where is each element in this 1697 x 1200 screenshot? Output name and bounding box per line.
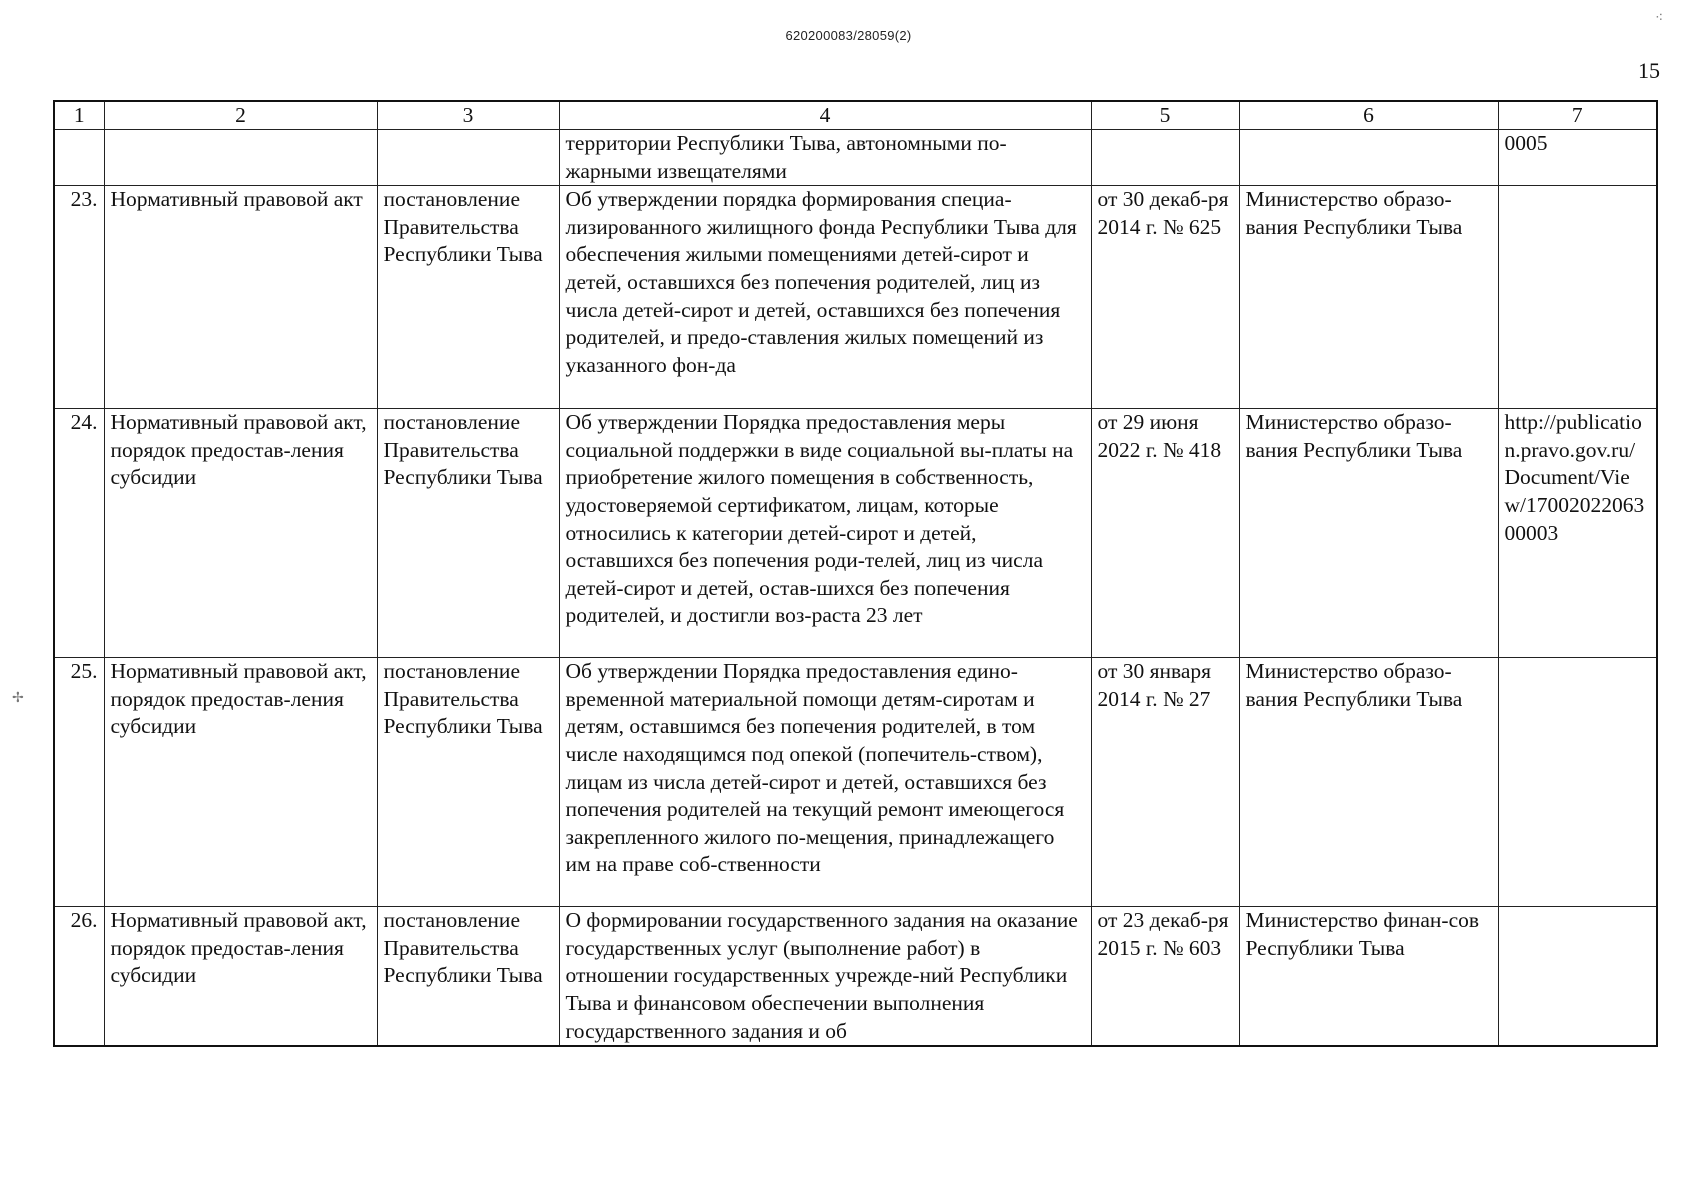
link-cell	[1498, 658, 1657, 907]
act-type-cell: Нормативный правовой акт, порядок предостав-ления субсидии	[104, 658, 377, 907]
page-number: 15	[1638, 58, 1660, 83]
link-cell[interactable]: http://publication.pravo.gov.ru/Document/View/1700202206300003	[1498, 409, 1657, 658]
table-row	[54, 409, 1657, 658]
act-date-cell	[1091, 130, 1239, 186]
act-title-cell: Об утверждении порядка формирования специа-лизированного жилищного фонда Республики Тыва для обеспечения жилыми помещениями детей-сирот и детей, оставшихся без попечения родителей, лиц из числа детей-сирот и детей, оставшихся без попечения родителей, и предо-ставления жилых помещений из указанного фон-да	[559, 186, 1091, 409]
act-date-cell: от 30 декаб-ря 2014 г. № 625	[1091, 186, 1239, 409]
scan-artifact: ⁖	[1655, 11, 1664, 26]
document-code: 620200083/28059(2)	[785, 28, 912, 43]
row-number: 25.	[54, 658, 104, 907]
authority-cell: Министерство образо-вания Республики Тыва	[1239, 186, 1498, 409]
act-date-cell: от 30 января 2014 г. № 27	[1091, 658, 1239, 907]
column-header: 7	[1498, 101, 1657, 130]
authority-cell: Министерство образо-вания Республики Тыва	[1239, 409, 1498, 658]
act-title-cell: О формировании государственного задания на оказание государственных услуг (выполнение работ) в отношении государственных учрежде-ний Республики Тыва и финансовом обеспечении выполнения государственного задания и об	[559, 907, 1091, 1047]
link-cell	[1498, 907, 1657, 1047]
authority-cell: Министерство образо-вания Республики Тыва	[1239, 658, 1498, 907]
row-number: 26.	[54, 907, 104, 1047]
act-form-cell	[377, 130, 559, 186]
column-header: 6	[1239, 101, 1498, 130]
row-number: 23.	[54, 186, 104, 409]
act-type-cell: Нормативный правовой акт, порядок предостав-ления субсидии	[104, 409, 377, 658]
act-date-cell: от 23 декаб-ря 2015 г. № 603	[1091, 907, 1239, 1047]
column-number-row	[54, 101, 1657, 130]
link-cell	[1498, 186, 1657, 409]
act-title-cell: Об утверждении Порядка предоставления едино-временной материальной помощи детям-сиротам и детям, оставшимся без попечения родителей, в том числе находящимся под опекой (попечитель-ством), лицам из числа детей-сирот и детей, оставшихся без попечения родителей на текущий ремонт имеющегося закрепленного жилого по-мещения, принадлежащего им на праве соб-ственности	[559, 658, 1091, 907]
table-row	[54, 907, 1657, 1047]
act-title-cell: Об утверждении Порядка предоставления меры социальной поддержки в виде социальной вы-платы на приобретение жилого помещения в собственность, удостоверяемой сертификатом, лицам, которые относились к категории детей-сирот и детей, оставшихся без попечения роди-телей, лиц из числа детей-сирот и детей, остав-шихся без попечения родителей, и достигли воз-раста 23 лет	[559, 409, 1091, 658]
regulations-table	[53, 100, 1658, 1047]
row-number	[54, 130, 104, 186]
act-form-cell: постановление Правительства Республики Тыва	[377, 907, 559, 1047]
table-row	[54, 130, 1657, 186]
link-cell: 0005	[1498, 130, 1657, 186]
act-form-cell: постановление Правительства Республики Тыва	[377, 409, 559, 658]
authority-cell: Министерство финан-сов Республики Тыва	[1239, 907, 1498, 1047]
act-form-cell: постановление Правительства Республики Тыва	[377, 658, 559, 907]
act-type-cell: Нормативный правовой акт	[104, 186, 377, 409]
authority-cell	[1239, 130, 1498, 186]
table-row	[54, 186, 1657, 409]
table-row	[54, 658, 1657, 907]
column-header: 5	[1091, 101, 1239, 130]
act-title-cell: территории Республики Тыва, автономными по-жарными извещателями	[559, 130, 1091, 186]
act-type-cell: Нормативный правовой акт, порядок предостав-ления субсидии	[104, 907, 377, 1047]
row-number: 24.	[54, 409, 104, 658]
column-header: 3	[377, 101, 559, 130]
act-type-cell	[104, 130, 377, 186]
column-header: 2	[104, 101, 377, 130]
column-header: 4	[559, 101, 1091, 130]
column-header: 1	[54, 101, 104, 130]
act-date-cell: от 29 июня 2022 г. № 418	[1091, 409, 1239, 658]
act-form-cell: постановление Правительства Республики Тыва	[377, 186, 559, 409]
scan-artifact: ✢	[12, 691, 24, 706]
